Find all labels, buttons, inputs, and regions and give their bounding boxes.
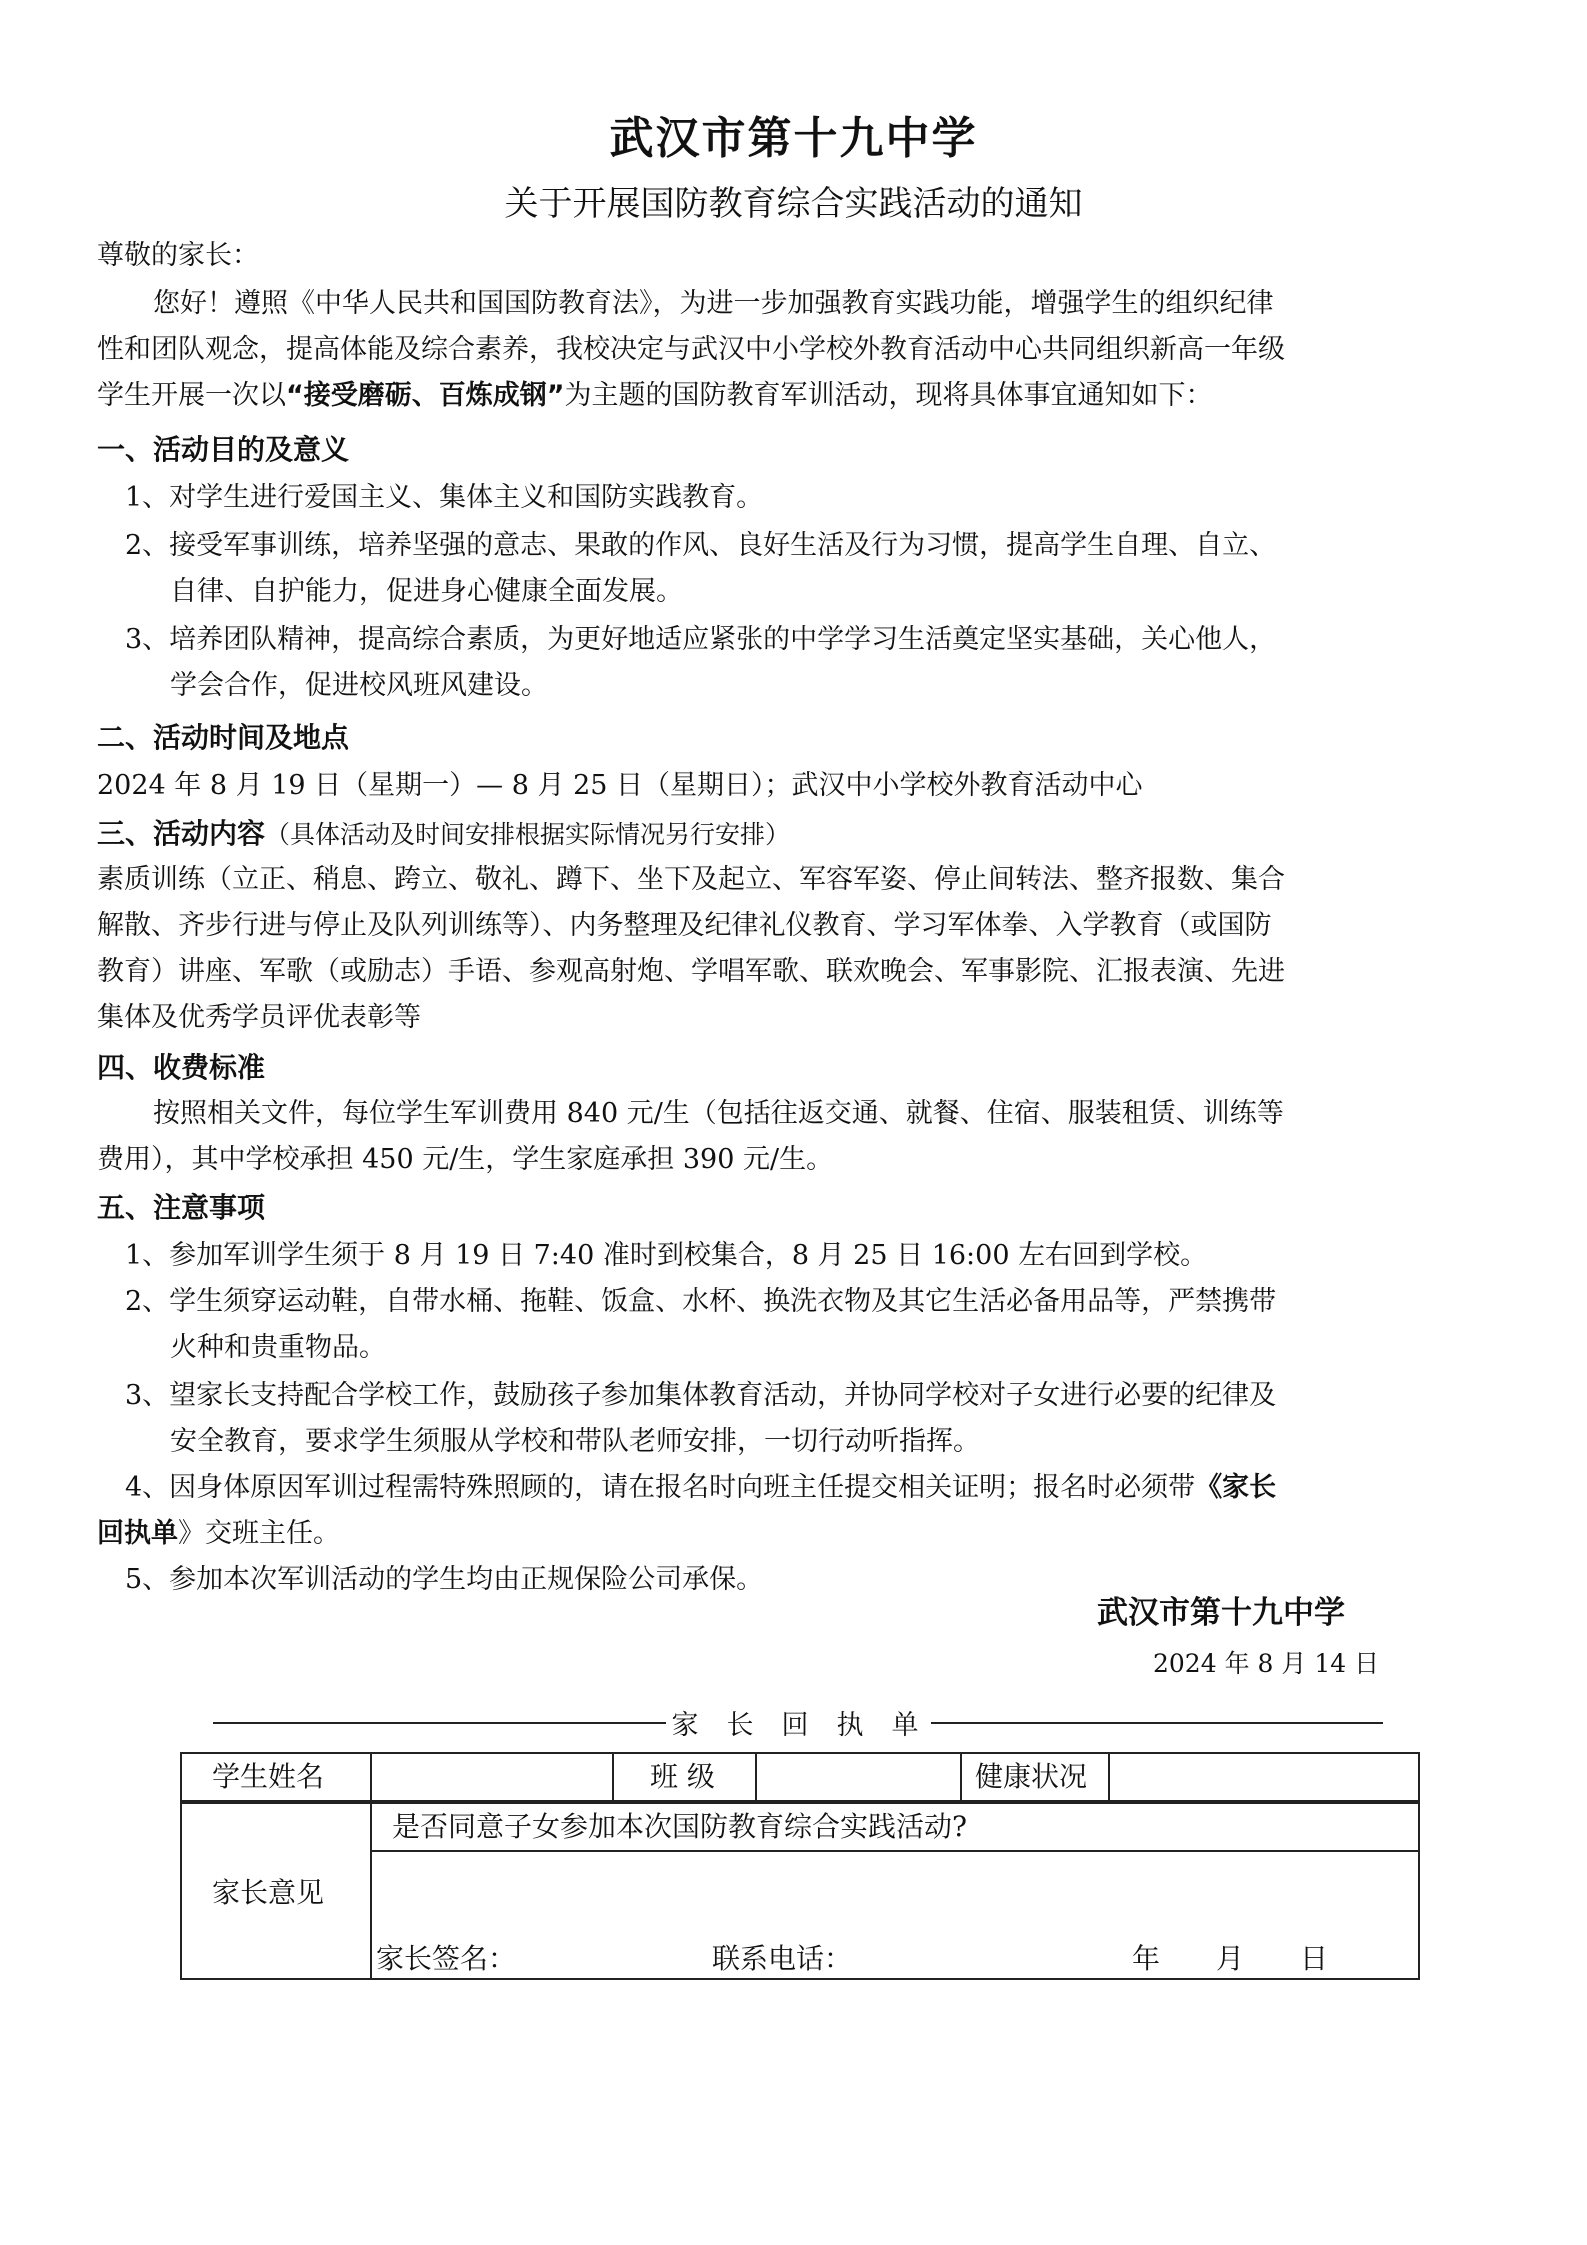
section-heading <box>97 816 790 853</box>
student-name-field[interactable] <box>372 1754 610 1800</box>
dashed-divider <box>213 1722 666 1724</box>
date-labels: 年 月 日 <box>1132 1942 1329 1975</box>
section-heading-text: 三、活动内容 <box>97 817 266 850</box>
parent-opinion-field[interactable] <box>372 1852 1418 1932</box>
list-item: 5、参加本次军训活动的学生均由正规保险公司承保。 <box>125 1564 764 1595</box>
list-item: 1、对学生进行爱国主义、集体主义和国防实践教育。 <box>125 482 764 513</box>
list-item: 2、接受军事训练，培养坚强的意志、果敢的作风、良好生活及行为习惯，提高学生自理、自立、 <box>125 530 1277 561</box>
fee-line: 按照相关文件，每位学生军训费用 840 元/生（包括往返交通、就餐、住宿、服装租赁、训练等 <box>153 1098 1284 1129</box>
signature-date: 2024 年 8 月 14 日 <box>1153 1649 1380 1678</box>
section-heading: 一、活动目的及意义 <box>97 433 350 466</box>
receipt-reference: 回执单 <box>97 1518 178 1549</box>
list-item-text: 4、因身体原因军训过程需特殊照顾的，请在报名时向班主任提交相关证明；报名时必须带 <box>125 1472 1196 1503</box>
consent-question: 是否同意子女参加本次国防教育综合实践活动? <box>392 1810 968 1843</box>
list-item: 2、学生须穿运动鞋，自带水桶、拖鞋、饭盒、水杯、换洗衣物及其它生活必备用品等，严禁携带 <box>125 1286 1277 1317</box>
intro-line <box>97 378 1213 414</box>
content-line: 解散、齐步行进与停止及队列训练等）、内务整理及纪律礼仪教育、学习军体拳、入学教育（或国防 <box>97 910 1272 941</box>
health-label: 健康状况 <box>975 1760 1088 1793</box>
greeting: 尊敬的家长： <box>97 240 259 271</box>
dashed-divider <box>931 1722 1384 1724</box>
section-heading: 四、收费标准 <box>97 1051 266 1084</box>
list-item-continuation: 安全教育，要求学生须服从学校和带队老师安排，一切行动听指挥。 <box>170 1426 980 1457</box>
list-item: 3、望家长支持配合学校工作，鼓励孩子参加集体教育活动，并协同学校对子女进行必要的纪律及 <box>125 1380 1277 1411</box>
intro-text: 学生开展一次以 <box>97 380 286 411</box>
receipt-title-bar <box>213 1703 1383 1742</box>
signature-school: 武汉市第十九中学 <box>1097 1595 1345 1631</box>
theme-slogan: “接受磨砺、百炼成钢” <box>286 380 565 411</box>
time-location: 2024 年 8 月 19 日（星期一）— 8 月 25 日（星期日）；武汉中小学校外教育活动中心 <box>97 770 1143 801</box>
list-item-continuation: 自律、自护能力，促进身心健康全面发展。 <box>170 576 683 607</box>
section-note: （具体活动及时间安排根据实际情况另行安排） <box>265 820 791 849</box>
list-item-continuation: 学会合作，促进校风班风建设。 <box>170 670 548 701</box>
student-name-label: 学生姓名 <box>212 1760 325 1793</box>
class-field[interactable] <box>757 1754 958 1800</box>
content-line: 素质训练（立正、稍息、跨立、敬礼、蹲下、坐下及起立、军容军姿、停止间转法、整齐报数、集合 <box>97 864 1285 895</box>
table-divider <box>960 1752 962 1802</box>
content-line: 教育）讲座、军歌（或励志）手语、参观高射炮、学唱军歌、联欢晚会、军事影院、汇报表演、先进 <box>97 956 1285 987</box>
list-item-text: 》交班主任。 <box>178 1518 340 1549</box>
content-line: 集体及优秀学员评优表彰等 <box>97 1002 421 1033</box>
list-item: 1、参加军训学生须于 8 月 19 日 7:40 准时到校集合，8 月 25 日 16:00 左右回到学校。 <box>125 1240 1208 1271</box>
receipt-title: 家长回执单 <box>671 1710 947 1741</box>
receipt-reference: 《家长 <box>1195 1472 1277 1503</box>
parent-signature-label: 家长签名： <box>376 1942 517 1975</box>
section-heading: 五、注意事项 <box>97 1191 266 1224</box>
school-title: 武汉市第十九中学 <box>609 113 978 164</box>
list-item: 3、培养团队精神，提高综合素质，为更好地适应紧张的中学学习生活奠定坚实基础，关心他人， <box>125 624 1277 655</box>
list-item-continuation: 火种和贵重物品。 <box>170 1332 386 1363</box>
list-item <box>125 1470 1276 1506</box>
section-heading: 二、活动时间及地点 <box>97 721 350 754</box>
intro-line: 性和团队观念，提高体能及综合素养，我校决定与武汉中小学校外教育活动中心共同组织新高一年级 <box>97 334 1285 365</box>
intro-line: 您好！遵照《中华人民共和国国防教育法》，为进一步加强教育实践功能，增强学生的组织纪律 <box>153 288 1274 319</box>
table-divider <box>612 1752 614 1802</box>
phone-label: 联系电话： <box>712 1942 853 1975</box>
health-field[interactable] <box>1110 1754 1416 1800</box>
parent-opinion-label: 家长意见 <box>212 1876 325 1909</box>
notice-title: 关于开展国防教育综合实践活动的通知 <box>504 184 1083 224</box>
fee-line: 费用），其中学校承担 450 元/生，学生家庭承担 390 元/生。 <box>97 1144 834 1175</box>
list-item-continuation <box>97 1516 340 1552</box>
class-label: 班 级 <box>650 1760 715 1793</box>
intro-text: 为主题的国防教育军训活动，现将具体事宜通知如下： <box>564 380 1213 411</box>
